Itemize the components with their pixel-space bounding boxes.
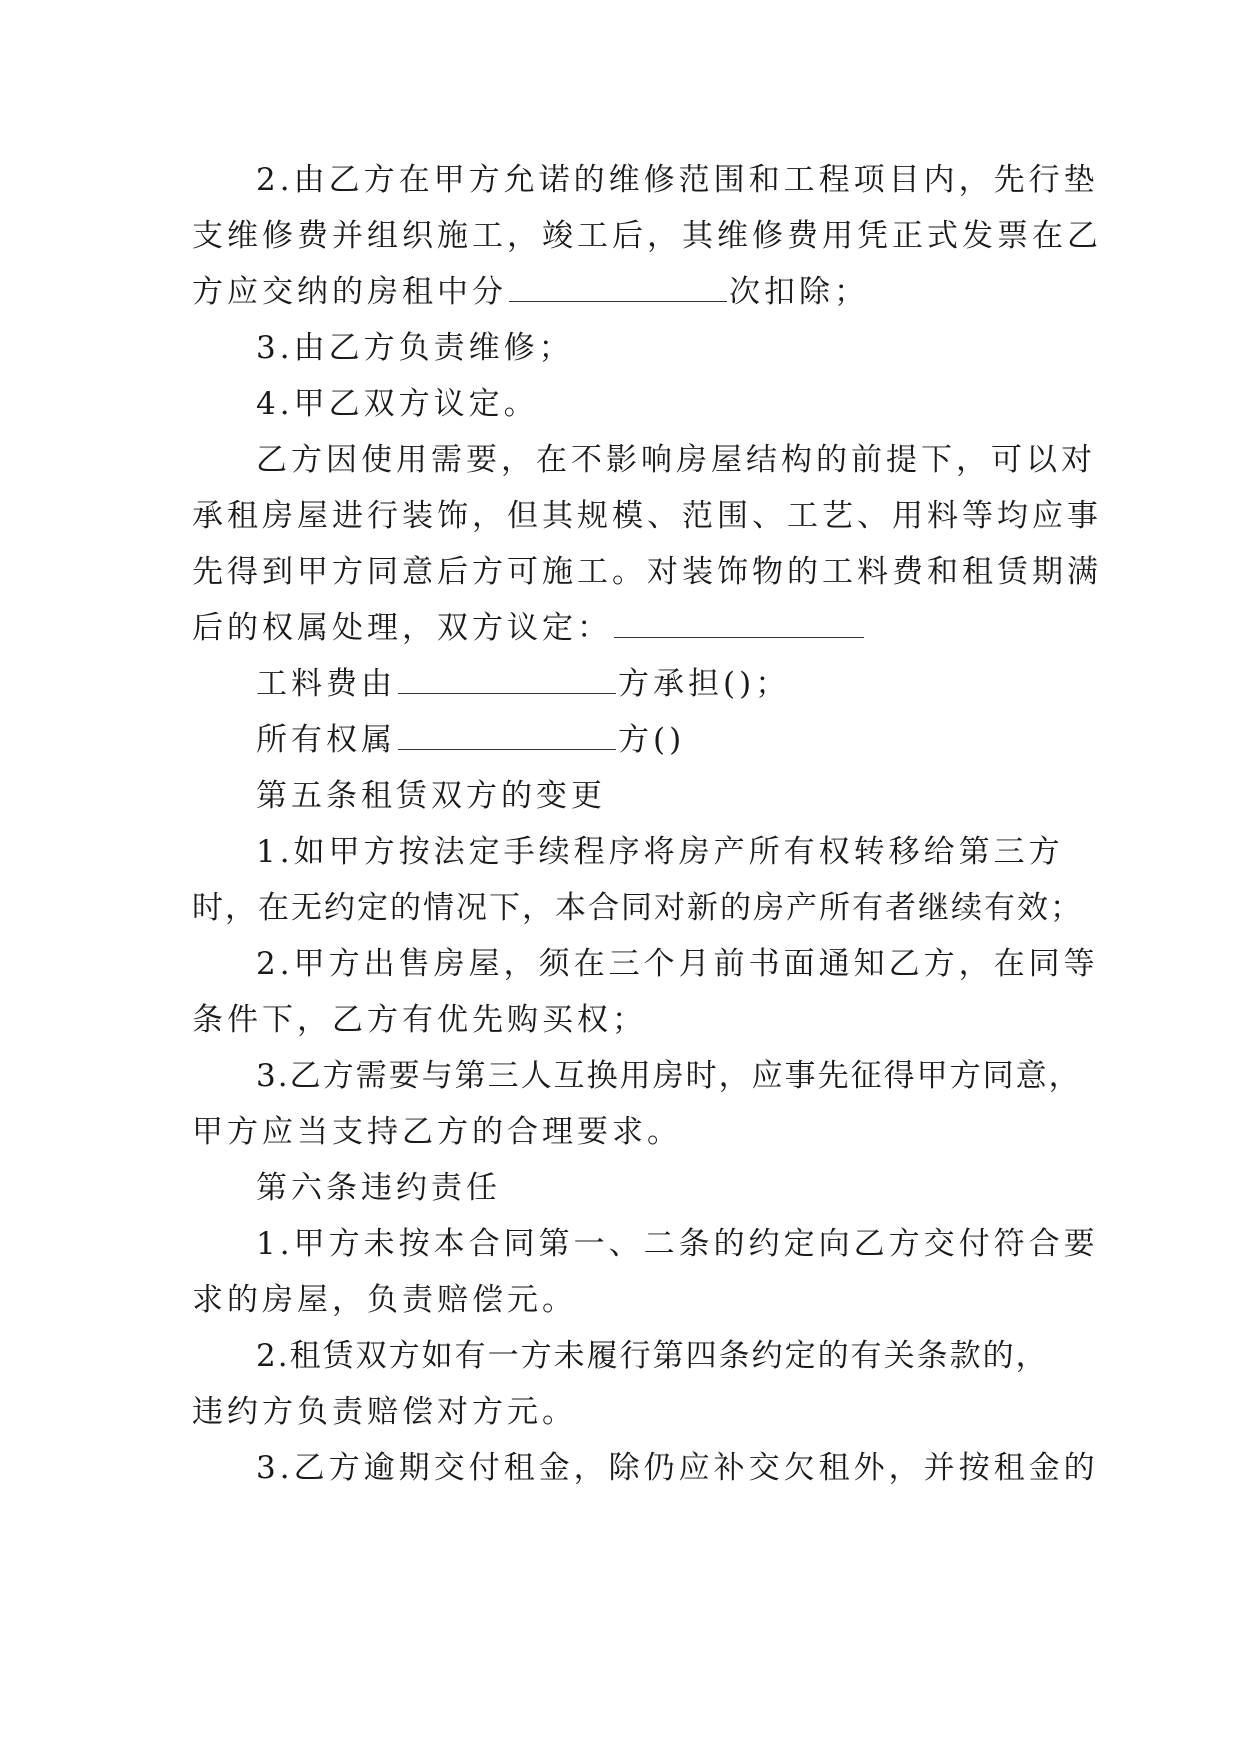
section-heading bbox=[256, 1168, 501, 1208]
paragraph-line bbox=[192, 552, 1102, 592]
paragraph-line bbox=[256, 664, 790, 704]
text: 所有权属 bbox=[256, 722, 396, 758]
paragraph-line bbox=[192, 1392, 577, 1432]
text: 违约方负责赔偿对方元。 bbox=[192, 1394, 577, 1430]
paragraph-line bbox=[192, 1112, 682, 1152]
text: 2.由乙方在甲方允诺的维修范围和工程项目内，先行垫 bbox=[256, 162, 1099, 198]
text: 1.甲方未按本合同第一、二条的约定向乙方交付符合要 bbox=[256, 1226, 1099, 1262]
paragraph-line bbox=[256, 1056, 1082, 1096]
text: 3.乙方逾期交付租金，除仍应补交欠租外，并按租金的 bbox=[256, 1450, 1099, 1486]
paragraph-line bbox=[256, 328, 574, 368]
text: 方() bbox=[618, 722, 686, 758]
text: 甲方应当支持乙方的合理要求。 bbox=[192, 1114, 682, 1150]
text: 先得到甲方同意后方可施工。对装饰物的工料费和租赁期满 bbox=[192, 554, 1102, 590]
text: 1.如甲方按法定手续程序将房产所有权转移给第三方 bbox=[256, 834, 1064, 870]
paragraph-line bbox=[256, 720, 685, 760]
paragraph-line bbox=[256, 160, 1099, 200]
text: 第五条租赁双方的变更 bbox=[256, 778, 606, 814]
paragraph-line bbox=[256, 1336, 1049, 1376]
section-heading bbox=[256, 776, 606, 816]
paragraph-line bbox=[192, 888, 1083, 928]
text: 3.由乙方负责维修； bbox=[256, 330, 574, 366]
paragraph-line bbox=[256, 440, 1096, 480]
fill-in-blank bbox=[614, 609, 864, 638]
paragraph-line bbox=[256, 384, 539, 424]
text: 乙方因使用需要，在不影响房屋结构的前提下，可以对 bbox=[256, 442, 1096, 478]
fill-in-blank bbox=[509, 273, 727, 302]
text: 条件下，乙方有优先购买权； bbox=[192, 1002, 647, 1038]
text: 2.甲方出售房屋，须在三个月前书面通知乙方，在同等 bbox=[256, 946, 1099, 982]
text: 承租房屋进行装饰，但其规模、范围、工艺、用料等均应事 bbox=[192, 498, 1102, 534]
text: 次扣除； bbox=[729, 274, 869, 310]
text: 工料费由 bbox=[256, 666, 396, 702]
paragraph-line bbox=[192, 272, 869, 312]
text: 2.租赁双方如有一方未履行第四条约定的有关条款的， bbox=[256, 1338, 1049, 1374]
paragraph-line bbox=[256, 1448, 1099, 1488]
text: 后的权属处理，双方议定： bbox=[192, 610, 612, 646]
text: 方承担()； bbox=[618, 666, 791, 702]
text: 时，在无约定的情况下，本合同对新的房产所有者继续有效； bbox=[192, 890, 1083, 926]
paragraph-line bbox=[192, 608, 866, 648]
text: 求的房屋，负责赔偿元。 bbox=[192, 1282, 577, 1318]
fill-in-blank bbox=[398, 665, 616, 694]
text: 第六条违约责任 bbox=[256, 1170, 501, 1206]
fill-in-blank bbox=[398, 721, 616, 750]
text: 4.甲乙双方议定。 bbox=[256, 386, 539, 422]
paragraph-line bbox=[256, 832, 1064, 872]
text: 方应交纳的房租中分 bbox=[192, 274, 507, 310]
paragraph-line bbox=[192, 1280, 577, 1320]
paragraph-line bbox=[192, 496, 1102, 536]
paragraph-line bbox=[256, 1224, 1099, 1264]
paragraph-line bbox=[192, 1000, 647, 1040]
text: 3.乙方需要与第三人互换用房时，应事先征得甲方同意， bbox=[256, 1058, 1082, 1094]
paragraph-line bbox=[192, 216, 1102, 256]
text: 支维修费并组织施工，竣工后，其维修费用凭正式发票在乙 bbox=[192, 218, 1102, 254]
paragraph-line bbox=[256, 944, 1099, 984]
